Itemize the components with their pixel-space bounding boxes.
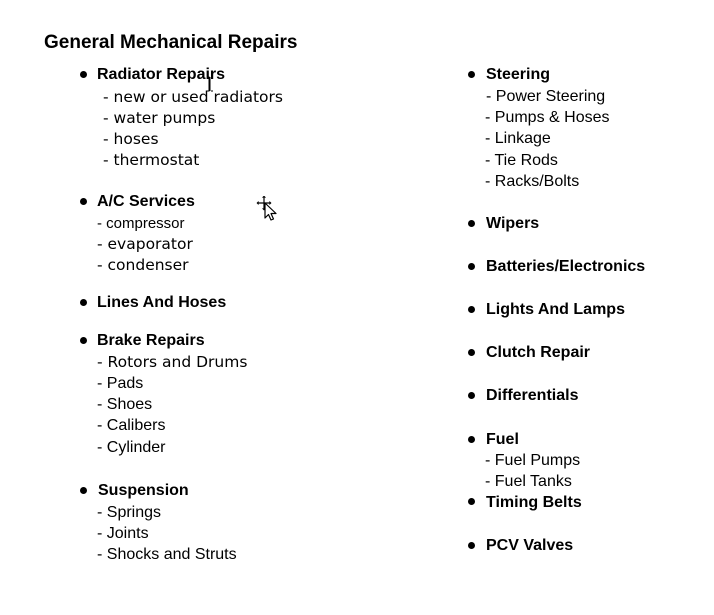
section-heading-timing-belts: Timing Belts xyxy=(486,494,582,511)
bullet xyxy=(468,542,475,549)
list-item: - new or used radiators xyxy=(103,88,283,106)
section-heading-lights-and-lamps: Lights And Lamps xyxy=(486,301,625,318)
list-item: - Shocks and Struts xyxy=(97,546,237,563)
bullet xyxy=(468,306,475,313)
bullet xyxy=(468,436,475,443)
bullet xyxy=(80,71,87,78)
bullet xyxy=(80,487,87,494)
list-item: - Shoes xyxy=(97,396,153,413)
section-heading-pcv-valves: PCV Valves xyxy=(486,537,574,554)
list-item: - Racks/Bolts xyxy=(485,173,580,190)
list-item: - Calibers xyxy=(97,417,166,434)
section-heading-suspension: Suspension xyxy=(98,482,189,499)
section-heading-clutch-repair: Clutch Repair xyxy=(486,344,591,361)
section-heading-radiator-repairs: Radiator Repairs xyxy=(97,66,226,83)
page-title: General Mechanical Repairs xyxy=(44,32,298,53)
section-heading-wipers: Wipers xyxy=(486,215,540,232)
list-item: - Linkage xyxy=(485,130,551,147)
list-item: - Joints xyxy=(97,525,149,542)
bullet xyxy=(468,392,475,399)
section-heading-differentials: Differentials xyxy=(486,387,579,404)
list-item: - Pumps & Hoses xyxy=(485,109,610,126)
bullet xyxy=(468,498,475,505)
bullet xyxy=(80,299,87,306)
list-item: - thermostat xyxy=(103,151,200,169)
list-item: - water pumps xyxy=(103,109,216,127)
section-heading-lines-and-hoses: Lines And Hoses xyxy=(97,294,227,311)
bullet xyxy=(468,349,475,356)
list-item: - condenser xyxy=(97,256,189,274)
move-cursor-icon xyxy=(253,194,279,222)
list-item: - evaporator xyxy=(97,235,193,253)
bullet xyxy=(468,71,475,78)
list-item: - Fuel Tanks xyxy=(485,473,572,490)
list-item: - Tie Rods xyxy=(485,152,558,169)
section-heading-fuel: Fuel xyxy=(486,431,519,448)
text-cursor-icon xyxy=(206,76,214,92)
bullet xyxy=(468,220,475,227)
section-heading-batteries-electronics: Batteries/Electronics xyxy=(486,258,646,275)
bullet xyxy=(468,263,475,270)
list-item: - Springs xyxy=(97,504,162,521)
list-item: - Pads xyxy=(97,375,144,392)
list-item: - Rotors and Drums xyxy=(97,353,248,371)
list-item: - Cylinder xyxy=(97,439,166,456)
list-item: - Power Steering xyxy=(486,88,606,105)
list-item: - compressor xyxy=(97,215,185,232)
bullet xyxy=(80,337,87,344)
list-item: - hoses xyxy=(103,130,159,148)
list-item: - Fuel Pumps xyxy=(485,452,581,469)
section-heading-steering: Steering xyxy=(486,66,551,83)
bullet xyxy=(80,198,87,205)
section-heading-ac-services: A/C Services xyxy=(97,193,195,210)
section-heading-brake-repairs: Brake Repairs xyxy=(97,332,205,349)
